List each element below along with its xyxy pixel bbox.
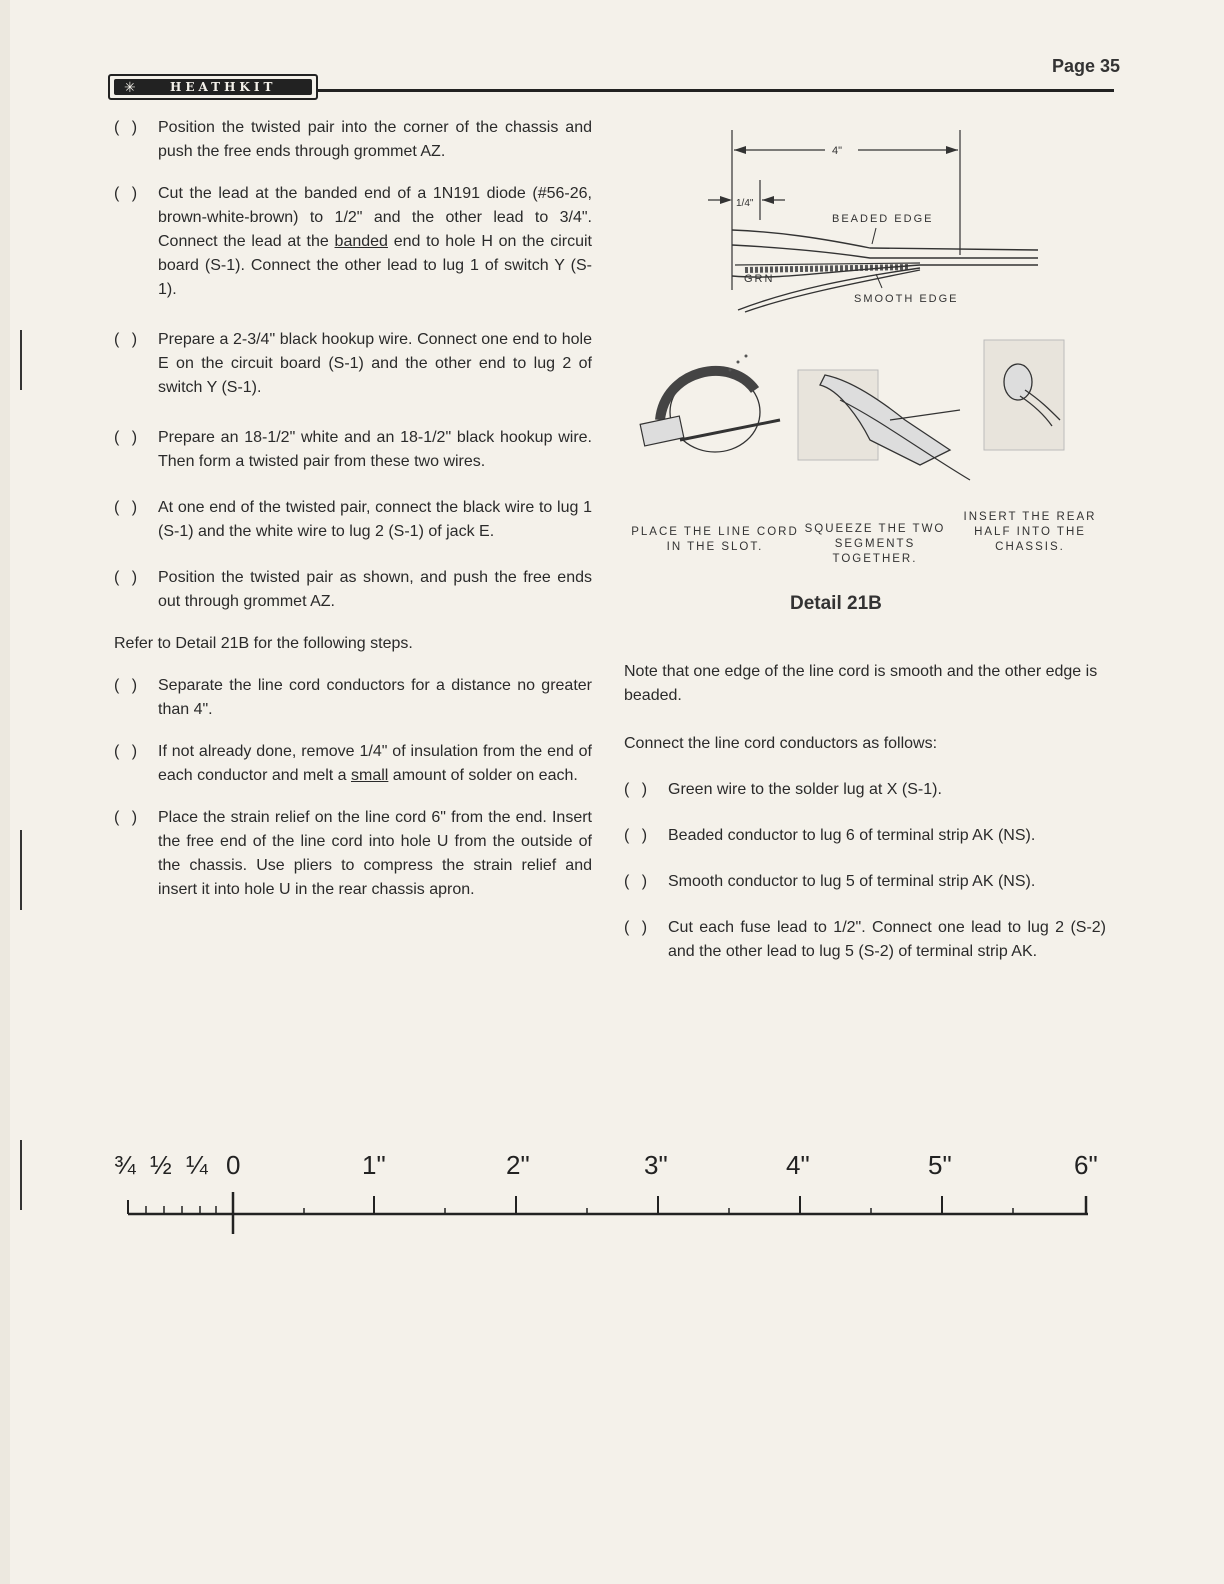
beaded-edge-label: BEADED EDGE (832, 213, 934, 225)
step-text: Smooth conductor to lug 5 of terminal strip AK (NS). (668, 873, 1036, 890)
arrowhead (762, 196, 774, 204)
step-text: Cut the lead at the banded end of a 1N191 diode (#56-26, brown-white-brown) to 1/2" and the other lead to 3/4". Connect the lead at the (158, 185, 592, 250)
step-text: end to hole H on the circuit board (S-1). Connect the other lead to lug 1 of switch Y (S-1). (158, 233, 593, 298)
inch-ruler (110, 1150, 1114, 1250)
grn-label: GRN (744, 273, 775, 285)
step-text: Prepare a 2-3/4" black hookup wire. Connect one end to hole E on the circuit board (S-1) and the other end to lug 2 of switch Y (S-1). (158, 331, 592, 396)
diagram-drawing (620, 120, 1110, 570)
note-text: Note that one edge of the line cord is smooth and the other edge is beaded. (624, 663, 1098, 704)
step-item (624, 824, 1106, 848)
binding-mark (20, 1140, 22, 1210)
step-checkbox[interactable]: ( ) (114, 185, 142, 202)
binding-mark (20, 330, 22, 390)
atom-icon: ✳ (124, 79, 136, 95)
leader-line (876, 274, 882, 288)
step-text: Position the twisted pair as shown, and push the free ends out through grommet AZ. (158, 569, 592, 610)
ruler-inch-label: 5" (928, 1150, 952, 1180)
leader-line (872, 228, 876, 244)
step-item (114, 740, 592, 788)
step-item (114, 116, 592, 164)
step-text: Cut each fuse lead to 1/2". Connect one lead to lug 2 (S-2) and the other lead to lug 5 (S-2) of terminal strip AK. (668, 919, 1106, 960)
dimension-4in-label: 4" (832, 145, 843, 157)
step-item (114, 426, 592, 474)
step-checkbox[interactable]: ( ) (114, 119, 142, 136)
step-checkbox[interactable]: ( ) (114, 429, 142, 446)
step-item (114, 674, 592, 722)
step-checkbox[interactable]: ( ) (624, 827, 652, 844)
step-checkbox[interactable]: ( ) (114, 743, 142, 760)
step-text: Prepare an 18-1/2" white and an 18-1/2" black hookup wire. Then form a twisted pair from these two wires. (158, 429, 592, 470)
ruler-inch-label: 0 (226, 1150, 241, 1180)
step-item (624, 870, 1106, 894)
step-checkbox[interactable]: ( ) (114, 499, 142, 516)
logo-banner (114, 79, 312, 95)
heathkit-logo (108, 74, 318, 100)
step-text: amount of solder on each. (388, 767, 578, 784)
strain-relief-step3-illustration (984, 340, 1064, 450)
ruler-inch-label: 4" (786, 1150, 810, 1180)
step-item (114, 496, 592, 544)
line-cord-edge (732, 245, 1038, 258)
step-checkbox[interactable]: ( ) (114, 677, 142, 694)
logo-text: HEATHKIT (170, 80, 277, 94)
strain-relief-step1-illustration (640, 355, 780, 453)
step-checkbox[interactable]: ( ) (624, 919, 652, 936)
ruler-inch-label: 3" (644, 1150, 668, 1180)
binding-mark (20, 830, 22, 910)
line-cord-edge (732, 230, 1038, 250)
step-item (624, 778, 1106, 802)
right-column (624, 660, 1106, 964)
caption-step2: SQUEEZE THE TWO SEGMENTS TOGETHER. (804, 523, 946, 565)
connect-intro: Connect the line cord conductors as follows: (624, 735, 938, 752)
arrowhead (734, 146, 746, 154)
ruler-inch-label: 6" (1074, 1150, 1098, 1180)
page-spine (0, 0, 10, 1584)
ruler-fraction-label: ¾ (114, 1150, 136, 1180)
refer-text: Refer to Detail 21B for the following steps. (114, 635, 413, 652)
caption-step1: PLACE THE LINE CORD IN THE SLOT. (631, 526, 799, 553)
page-number: Page 35 (1052, 56, 1121, 76)
step-checkbox[interactable]: ( ) (624, 873, 652, 890)
ruler-fraction-label: ¼ (186, 1150, 208, 1180)
step-checkbox[interactable]: ( ) (114, 569, 142, 586)
arrowhead (720, 196, 732, 204)
step-text: Separate the line cord conductors for a distance no greater than 4". (158, 677, 592, 718)
step-text: At one end of the twisted pair, connect the black wire to lug 1 (S-1) and the white wire to lug 2 (S-1) of jack E. (158, 499, 592, 540)
step-checkbox[interactable]: ( ) (114, 809, 142, 826)
step-checkbox[interactable]: ( ) (114, 331, 142, 348)
left-column (114, 116, 592, 902)
step-text: Place the strain relief on the line cord 6" from the end. Insert the free end of the line cord into hole U from the outside of the chassis. Use pliers to compress the strain relief and insert it into hole U in the rear chassis apron. (158, 809, 592, 898)
step-text: Green wire to the solder lug at X (S-1). (668, 781, 942, 798)
caption-step3: INSERT THE REAR HALF INTO THE CHASSIS. (963, 511, 1097, 553)
detail-21b-diagram (620, 120, 1110, 570)
step-checkbox[interactable]: ( ) (624, 781, 652, 798)
underlined-word: small (351, 767, 389, 784)
step-text: If not already done, remove 1/4" of insulation from the end of each conductor and melt a (158, 743, 592, 784)
detail-label: Detail 21B (790, 593, 882, 614)
step-text: Beaded conductor to lug 6 of terminal strip AK (NS). (668, 827, 1036, 844)
ruler-scale (110, 1150, 1114, 1250)
underlined-word: banded (334, 233, 388, 250)
strain-relief-step2-illustration (798, 370, 970, 480)
ruler-fraction-label: ½ (150, 1150, 172, 1180)
step-item (114, 566, 592, 614)
step-text: Position the twisted pair into the corner of the chassis and push the free ends through grommet AZ. (158, 119, 592, 160)
step-item (114, 328, 592, 400)
step-item (624, 916, 1106, 964)
dimension-quarter-label: 1/4" (736, 198, 754, 209)
step-item (114, 806, 592, 902)
smooth-edge-label: SMOOTH EDGE (854, 293, 959, 305)
step-item (114, 182, 592, 302)
ruler-inch-label: 1" (362, 1150, 386, 1180)
arrowhead (946, 146, 958, 154)
ruler-inch-label: 2" (506, 1150, 530, 1180)
